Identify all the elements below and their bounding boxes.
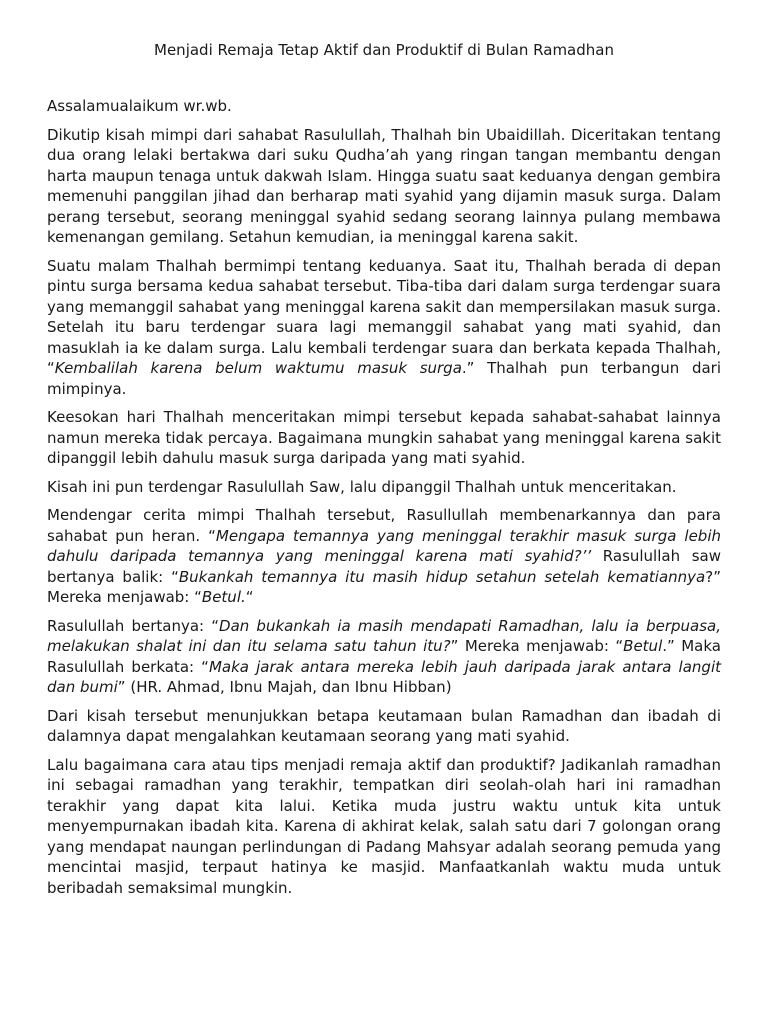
italic-quote-text: Maka jarak antara mereka lebih jauh daripada jarak antara langit dan bumi xyxy=(47,657,721,696)
italic-quote-text: Kembalilah karena belum waktumu masuk surga xyxy=(54,359,462,377)
greeting-text: Assalamualaikum wr.wb. xyxy=(47,97,232,115)
document-page xyxy=(47,40,721,906)
paragraph-text: Dikutip kisah mimpi dari sahabat Rasulullah, Thalhah bin Ubaidillah. Diceritakan tentang dua orang lelaki bertakwa dari suku Qudha’ah yang ringan tangan membantu dengan harta maupun tenaga untuk dakwah Islam. Hingga suatu saat keduanya dengan gembira memenuhi panggilan jihad dan berharap mati syahid yang dijamin masuk surga. Dalam perang tersebut, seorang meninggal syahid sedang seorang lainnya pulang membawa kemenangan gemilang. Setahun kemudian, ia meninggal karena sakit. xyxy=(47,125,721,246)
paragraph-text: “ xyxy=(245,588,254,606)
document-body xyxy=(47,125,721,899)
paragraph-text: Lalu bagaimana cara atau tips menjadi remaja aktif dan produktif? Jadikanlah ramadhan ini sebagai ramadhan yang terakhir, tempatkan diri seolah-olah hari ini ramadhan terakhir yang dapat kita lalui. Ketika muda justru waktu untuk kita untuk menyempurnakan ibadah kita. Karena di akhirat kelak, salah satu dari 7 golongan orang yang mendapat naungan perlindungan di Padang Mahsyar adalah seorang pemuda yang mencintai masjid, terpaut hatinya ke masjid. Manfaatkanlah waktu muda untuk beribadah semaksimal mungkin. xyxy=(47,755,721,897)
paragraph-text: ” (HR. Ahmad, Ibnu Majah, dan Ibnu Hibban) xyxy=(117,678,452,696)
paragraph-text: Suatu malam Thalhah bermimpi tentang keduanya. Saat itu, Thalhah berada di depan pintu surga bersama kedua sahabat tersebut. Tiba-tiba dari dalam surga terdengar suara yang memanggil sahabat yang meninggal karena sakit dan mempersilakan masuk surga. Setelah itu baru terdengar suara lagi memanggil sahabat yang mati syahid, dan masuklah ia ke dalam surga. Lalu kembali terdengar suara dan berkata kepada Thalhah, “ xyxy=(47,256,721,377)
body-paragraph xyxy=(47,505,721,608)
paragraph-text: Rasulullah bertanya: “ xyxy=(47,616,220,635)
paragraph-text: ?” Mereka menjawab: “ xyxy=(47,567,721,606)
paragraph-text: .” Thalhah pun terbangun dari mimpinya. xyxy=(47,359,721,398)
italic-quote-text: Betul. xyxy=(201,588,246,606)
body-paragraph xyxy=(47,125,721,248)
paragraph-text: ” Mereka menjawab: “ xyxy=(450,637,624,655)
paragraph-text: Kisah ini pun terdengar Rasulullah Saw, lalu dipanggil Thalhah untuk menceritakan. xyxy=(47,477,677,496)
italic-quote-text: Mengapa temannya yang meninggal terakhir masuk surga lebih dahulu daripada temannya yang meninggal karena mati syahid?’’ xyxy=(47,526,721,565)
paragraph-text: Rasulullah saw bertanya balik: “ xyxy=(47,547,721,586)
body-paragraph xyxy=(47,755,721,899)
paragraph-text: Keesokan hari Thalhah menceritakan mimpi tersebut kepada sahabat-sahabat lainnya namun mereka tidak percaya. Bagaimana mungkin sahabat yang meninggal karena sakit dipanggil lebih dahulu masuk surga daripada yang mati syahid. xyxy=(47,408,721,467)
document-title: Menjadi Remaja Tetap Aktif dan Produktif di Bulan Ramadhan xyxy=(154,41,614,59)
paragraph-text: Dari kisah tersebut menunjukkan betapa keutamaan bulan Ramadhan dan ibadah di dalamnya dapat mengalahkan keutamaan seorang yang mati syahid. xyxy=(47,706,721,745)
italic-quote-text: Bukankah temannya itu masih hidup setahun setelah kematiannya xyxy=(178,567,706,586)
body-paragraph xyxy=(47,706,721,747)
italic-quote-text: Dan bukankah ia masih mendapati Ramadhan, lalu ia berpuasa, melakukan shalat ini dan itu selama satu tahun itu? xyxy=(47,616,721,655)
body-paragraph xyxy=(47,616,721,698)
paragraph-text: Mendengar cerita mimpi Thalhah tersebut, Rasullullah membenarkannya dan para sahabat pun heran. “ xyxy=(47,506,721,545)
body-paragraph xyxy=(47,407,721,469)
body-paragraph xyxy=(47,477,721,498)
paragraph-text: .” Maka Rasulullah berkata: “ xyxy=(47,637,721,676)
italic-quote-text: Betul xyxy=(623,637,663,655)
body-paragraph xyxy=(47,256,721,400)
